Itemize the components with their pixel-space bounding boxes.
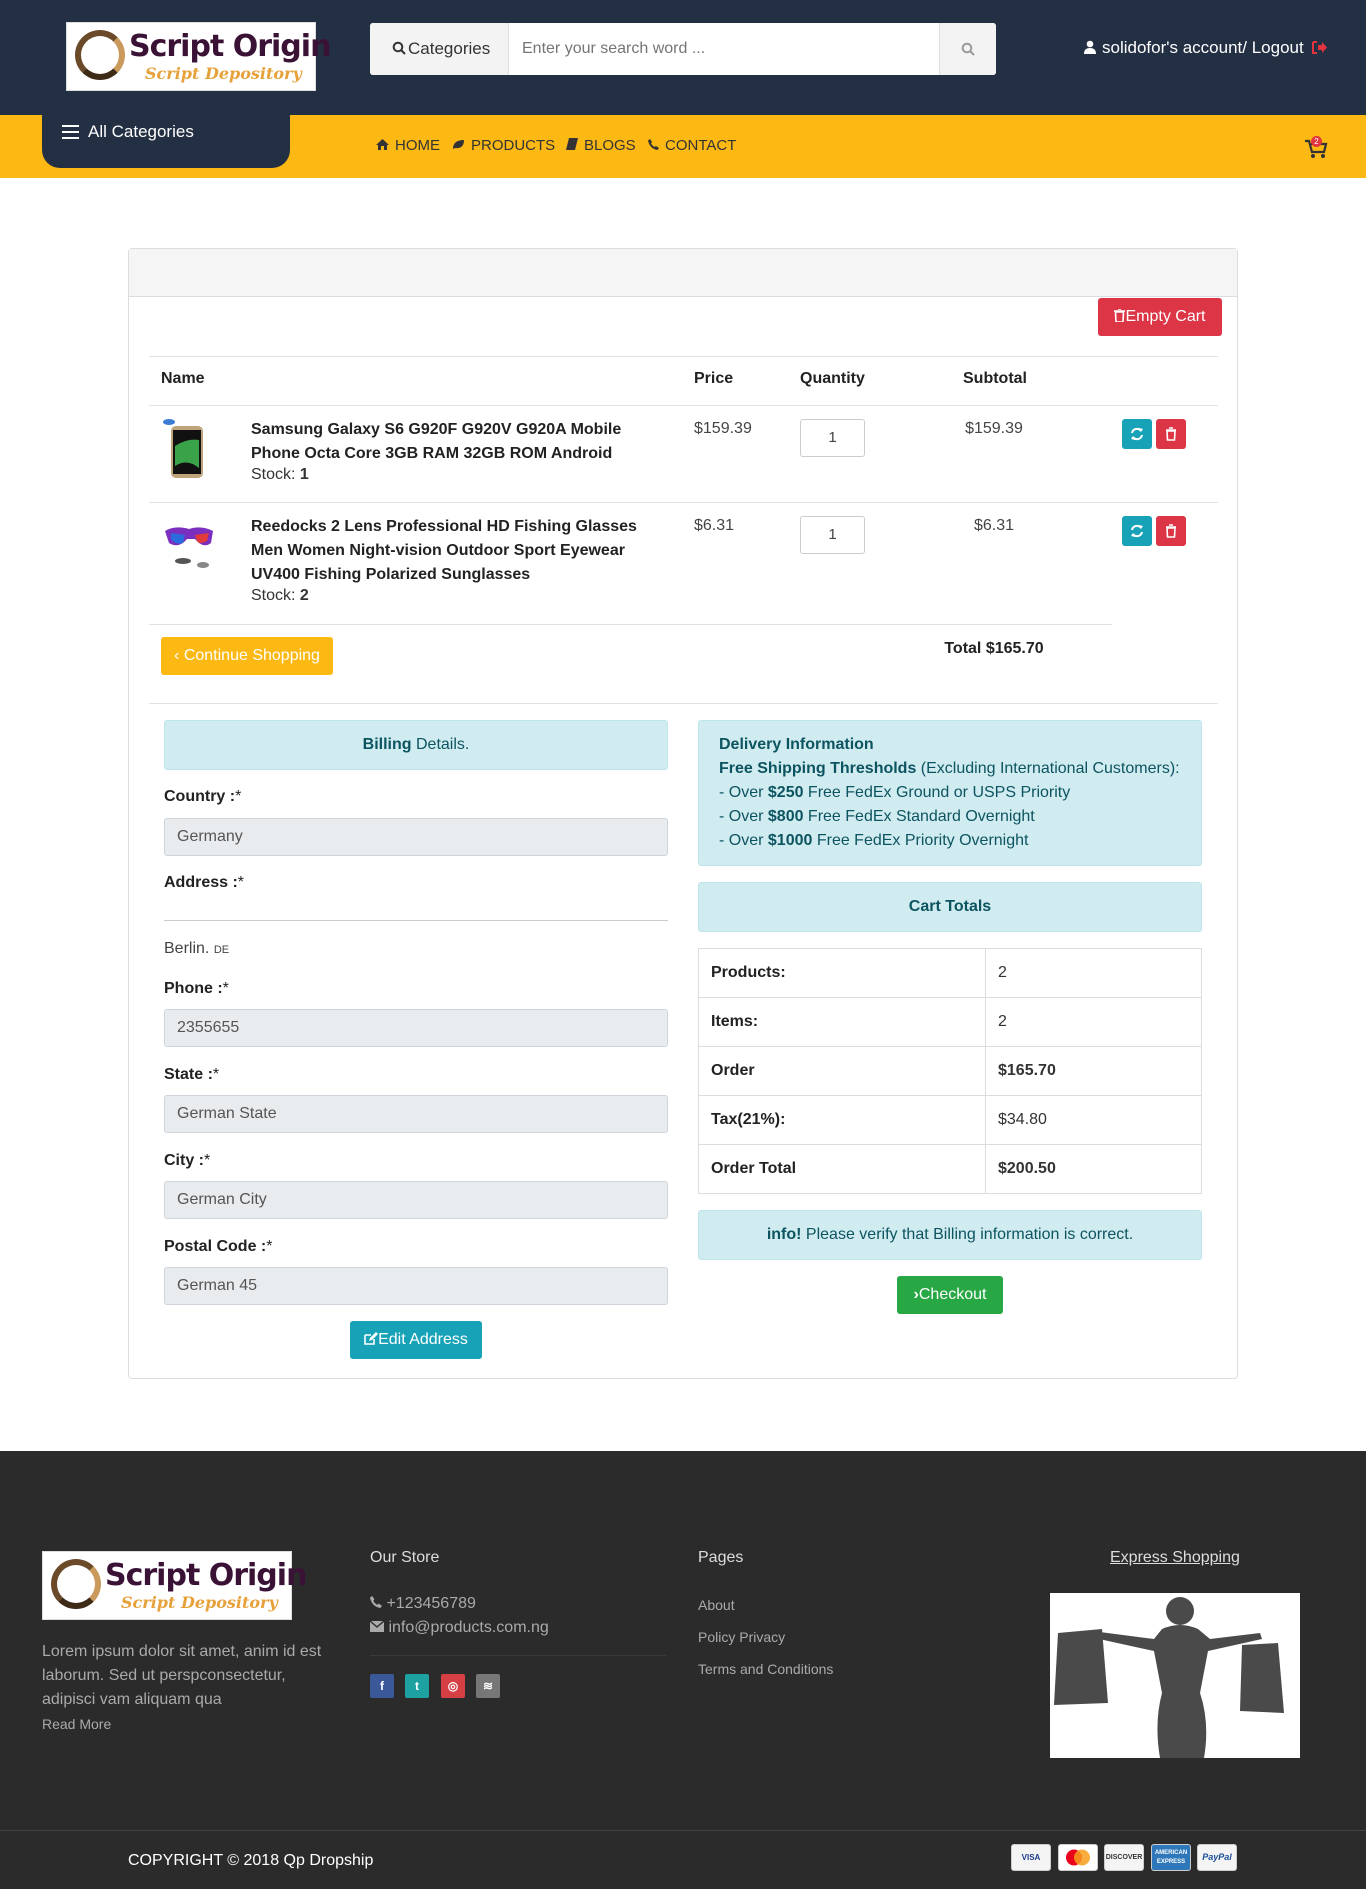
table-row [699,1096,1202,1145]
menu-icon [62,125,79,139]
address-label-text: Address : [164,874,238,891]
nav-item-contact[interactable] [648,137,736,154]
address-country-code: DE [213,944,230,956]
phone-label-text: Phone : [164,980,223,997]
nav-item-products[interactable] [452,137,555,154]
table-row [699,949,1202,998]
stock-label: Stock: [251,587,296,604]
footer-phone [370,1592,476,1616]
cart-panel-heading [129,249,1237,297]
footer-email[interactable] [370,1616,549,1640]
stock-value: 1 [299,466,309,483]
line-text: Free FedEx Ground or USPS Priority [803,784,1071,801]
book-icon [566,138,578,150]
quantity-input[interactable]: 1 [800,516,865,554]
remove-item-button[interactable] [1156,419,1186,449]
line-text: Free FedEx Priority Overnight [812,832,1029,849]
totals-label: Items: [699,998,986,1047]
amex-card-icon [1151,1844,1191,1871]
line-amount: $250 [767,784,804,801]
column-header-quantity: Quantity [800,370,865,387]
logo-title: Script Origin [129,29,331,64]
home-icon [376,139,389,150]
amex-label: AMERICAN EXPRESS [1154,1850,1188,1865]
logo-ring-icon [51,1559,101,1609]
city-field[interactable]: German City [164,1181,668,1219]
billing-title-rest: Details. [411,736,470,753]
country-label [164,788,241,806]
nav-item-home[interactable] [376,137,440,154]
country-field[interactable]: Germany [164,818,668,856]
totals-value: $200.50 [986,1145,1202,1194]
delivery-line [719,805,1181,829]
divider [149,703,1218,704]
refresh-icon [1122,419,1152,449]
rss-icon[interactable]: ≋ [476,1674,500,1698]
totals-value: $34.80 [986,1096,1202,1145]
footer-page-link[interactable]: About [698,1597,735,1613]
divider [149,405,1218,406]
line-prefix: - Over [719,808,768,825]
line-prefix: - Over [719,832,768,849]
address-value [164,940,229,958]
state-label-text: State : [164,1066,213,1083]
search-icon [392,41,406,55]
visa-card-icon: VISA [1011,1844,1051,1871]
phone-label [164,980,229,998]
footer-page-link[interactable]: Policy Privacy [698,1629,786,1645]
account-logout-link[interactable] [1084,38,1327,58]
logo-title: Script Origin [105,1558,307,1593]
continue-shopping-label: Continue Shopping [183,647,320,664]
delivery-line [719,829,1181,853]
line-text: Free FedEx Standard Overnight [803,808,1035,825]
footer-page-link[interactable]: Terms and Conditions [698,1661,834,1677]
product-price: $6.31 [694,517,735,534]
table-row [699,998,1202,1047]
checkout-button[interactable] [897,1276,1003,1314]
column-header-name: Name [161,370,205,387]
remove-item-button[interactable] [1156,516,1186,546]
phone-field[interactable]: 2355655 [164,1009,668,1047]
divider [370,1655,666,1656]
footer-phone-text: +123456789 [386,1595,476,1612]
site-logo[interactable] [66,22,331,91]
totals-value: 2 [986,998,1202,1047]
logo-ring-icon [75,30,125,80]
product-image [161,515,221,577]
divider [149,356,1218,357]
address-label [164,874,244,892]
city-label [164,1152,210,1170]
footer-store-title: Our Store [370,1549,440,1566]
state-label [164,1066,219,1084]
user-icon [1084,40,1096,54]
line-prefix: - Over [719,784,768,801]
search-submit-button[interactable] [939,23,996,75]
country-label-text: Country : [164,788,236,805]
envelope-icon [370,1621,384,1632]
footer-pages-title: Pages [698,1549,744,1566]
verify-info-alert [698,1210,1202,1260]
product-stock [251,466,309,484]
footer-logo[interactable] [42,1551,307,1620]
nav-label-contact: CONTACT [665,137,737,154]
twitter-icon[interactable]: t [405,1674,429,1698]
state-field[interactable]: German State [164,1095,668,1133]
delivery-line [719,781,1181,805]
footer-about-text: Lorem ipsum dolor sit amet, anim id est laborum. Sed ut perspconsectetur, adipisci vam aliquam qua [42,1643,322,1708]
postal-code-label [164,1238,272,1256]
phone-icon [370,1596,382,1608]
totals-value: $165.70 [986,1047,1202,1096]
instagram-icon[interactable]: ◎ [441,1674,465,1698]
footer-email-text: info@products.com.ng [388,1619,549,1636]
continue-shopping-button[interactable] [161,637,333,675]
leaf-icon [452,139,465,150]
trash-icon [1114,309,1125,322]
logo-subtitle: Script Depository [145,64,302,83]
info-text: Please verify that Billing information is correct. [801,1226,1134,1243]
product-image [161,418,217,480]
product-name[interactable]: Reedocks 2 Lens Professional HD Fishing Glasses Men Women Night-vision Outdoor Sport Eyewear UV400 Fishing Polarized Sunglasses [251,518,637,583]
billing-title-bold: Billing [362,736,412,753]
nav-item-blogs[interactable] [566,137,636,154]
stock-value: 2 [299,587,309,604]
update-item-button[interactable] [1122,516,1152,546]
billing-details-header [164,720,668,770]
nav-label-products: PRODUCTS [471,137,556,154]
postal-label-text: Postal Code : [164,1238,267,1255]
address-divider [164,920,668,921]
totals-label: Tax(21%): [699,1096,986,1145]
postal-code-field[interactable]: German 45 [164,1267,668,1305]
facebook-icon[interactable]: f [370,1674,394,1698]
trash-icon [1156,516,1186,546]
logo-subtitle: Script Depository [121,1593,278,1612]
product-stock [251,587,309,605]
refresh-icon [1122,516,1152,546]
search-bar [370,23,996,75]
cart-totals-header: Cart Totals [698,882,1202,932]
required-mark: * [266,1238,273,1255]
edit-icon [364,1332,378,1345]
search-category-label: Categories [408,39,491,58]
chevron-right-icon: › [913,1286,919,1303]
divider [149,502,1218,503]
chevron-left-icon: ‹ [174,647,184,664]
totals-value: 2 [986,949,1202,998]
express-shopping-link[interactable]: Express Shopping [1110,1549,1240,1566]
update-item-button[interactable] [1122,419,1152,449]
express-shopping-image [1050,1593,1300,1758]
cart-total: Total $165.70 [944,640,1044,657]
empty-cart-label: Empty Cart [1125,308,1206,325]
column-header-price: Price [694,370,734,387]
required-mark: * [204,1152,211,1169]
stock-label: Stock: [251,466,296,483]
totals-label: Order [699,1047,986,1096]
search-category-button[interactable] [370,23,509,75]
discover-card-icon: DISCOVER [1104,1844,1144,1871]
checkout-label: Checkout [918,1286,987,1303]
delivery-title: Delivery Information [719,736,874,753]
search-input[interactable] [510,23,910,75]
divider [149,624,1112,625]
read-more-link[interactable]: Read More [42,1716,112,1732]
product-name[interactable]: Samsung Galaxy S6 G920F G920V G920A Mobile Phone Octa Core 3GB RAM 32GB ROM Android [251,421,622,462]
line-amount: $800 [767,808,804,825]
all-categories-label: All Categories [88,122,194,141]
edit-address-button[interactable] [350,1321,482,1359]
address-city: Berlin. [164,940,210,957]
required-mark: * [222,980,229,997]
mastercard-icon [1058,1844,1098,1871]
required-mark: * [235,788,242,805]
table-row [699,1047,1202,1096]
line-amount: $1000 [767,832,813,849]
logout-icon [1312,41,1327,54]
nav-label-home: HOME [395,137,440,154]
product-price: $159.39 [694,420,752,437]
paypal-icon: PayPal [1197,1844,1237,1871]
cart-totals-table [698,948,1202,1194]
totals-label: Order Total [699,1145,986,1194]
all-categories-button[interactable] [42,115,290,168]
nav-label-blogs: BLOGS [584,137,636,154]
threshold-rest: (Excluding International Customers): [916,760,1180,777]
table-row [699,1145,1202,1194]
column-header-subtotal: Subtotal [963,370,1027,387]
edit-address-label: Edit Address [378,1331,468,1348]
info-bold: info! [766,1226,802,1243]
search-icon [961,42,975,56]
cart-count-badge: 2 [1311,136,1322,147]
phone-icon [648,139,659,150]
required-mark: * [212,1066,220,1083]
required-mark: * [237,874,245,891]
quantity-input[interactable]: 1 [800,419,865,457]
copyright-text: COPYRIGHT © 2018 Qp Dropship [128,1852,374,1869]
empty-cart-button[interactable] [1098,298,1222,336]
product-subtotal: $6.31 [973,517,1015,534]
trash-icon [1156,419,1186,449]
delivery-info-box [698,720,1202,866]
totals-label: Products: [699,949,986,998]
delivery-thresholds [719,757,1181,781]
account-label: solidofor's account/ Logout [1102,38,1304,57]
threshold-bold: Free Shipping Thresholds [719,760,917,777]
city-label-text: City : [164,1152,204,1169]
product-subtotal: $159.39 [965,420,1023,437]
